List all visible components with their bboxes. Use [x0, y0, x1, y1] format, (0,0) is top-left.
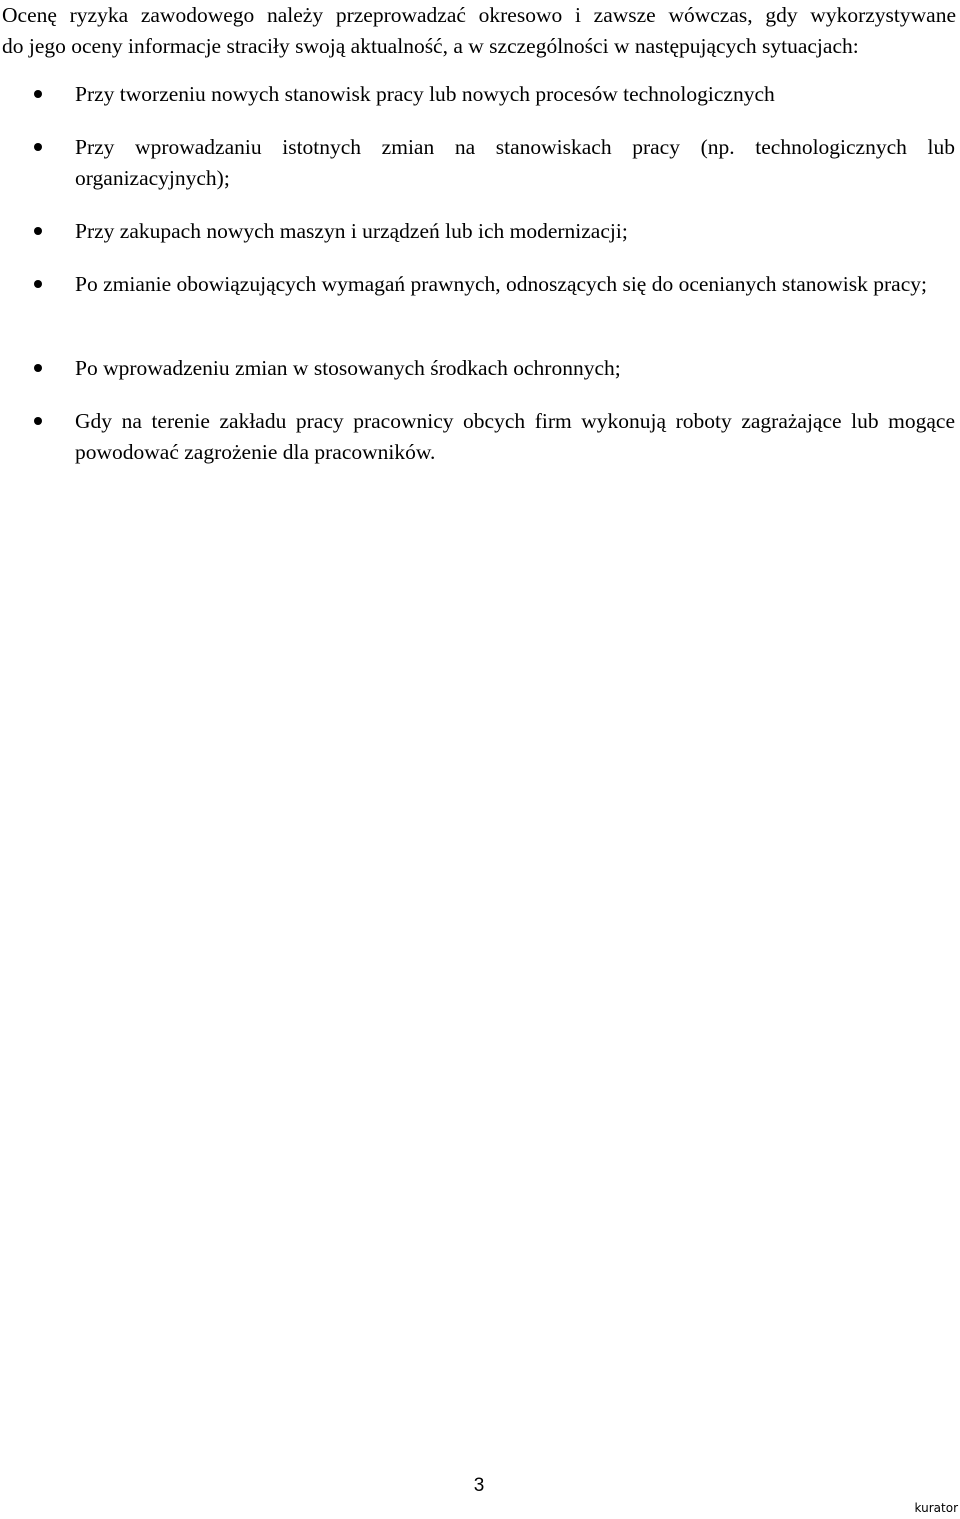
page-number: 3: [473, 1475, 485, 1496]
bullet-icon: [34, 280, 42, 288]
bullet-icon: [34, 364, 42, 372]
list-item-text: Przy tworzeniu nowych stanowisk pracy lub nowych procesów technologicznych: [75, 82, 775, 106]
bullet-icon: [34, 227, 42, 235]
intro-line-2: do jego oceny informacje straciły swoją aktualność, a w szczególności w następujących sytuacjach:: [2, 34, 859, 58]
watermark-text: kurator: [914, 1501, 958, 1515]
bullet-icon: [34, 90, 42, 98]
list-item-text: Po zmianie obowiązujących wymagań prawnych, odnoszących się do ocenianych stanowisk pracy;: [75, 272, 927, 296]
list-item-text: Przy zakupach nowych maszyn i urządzeń lub ich modernizacji;: [75, 219, 628, 243]
list-item-text: Przy wprowadzaniu istotnych zmian na stanowiskach pracy (np. technologicznych lub organizacyjnych);: [75, 135, 955, 190]
intro-paragraph: [2, 0, 956, 62]
bullet-icon: [34, 143, 42, 151]
list-item-text: Gdy na terenie zakładu pracy pracownicy obcych firm wykonują roboty zagrażające lub mogące powodować zagrożenie dla pracowników.: [75, 409, 955, 464]
bullet-icon: [34, 417, 42, 425]
intro-line-1: Ocenę ryzyka zawodowego należy przeprowadzać okresowo i zawsze wówczas, gdy wykorzystywane: [2, 3, 956, 27]
list-item-text: Po wprowadzeniu zmian w stosowanych środkach ochronnych;: [75, 356, 621, 380]
